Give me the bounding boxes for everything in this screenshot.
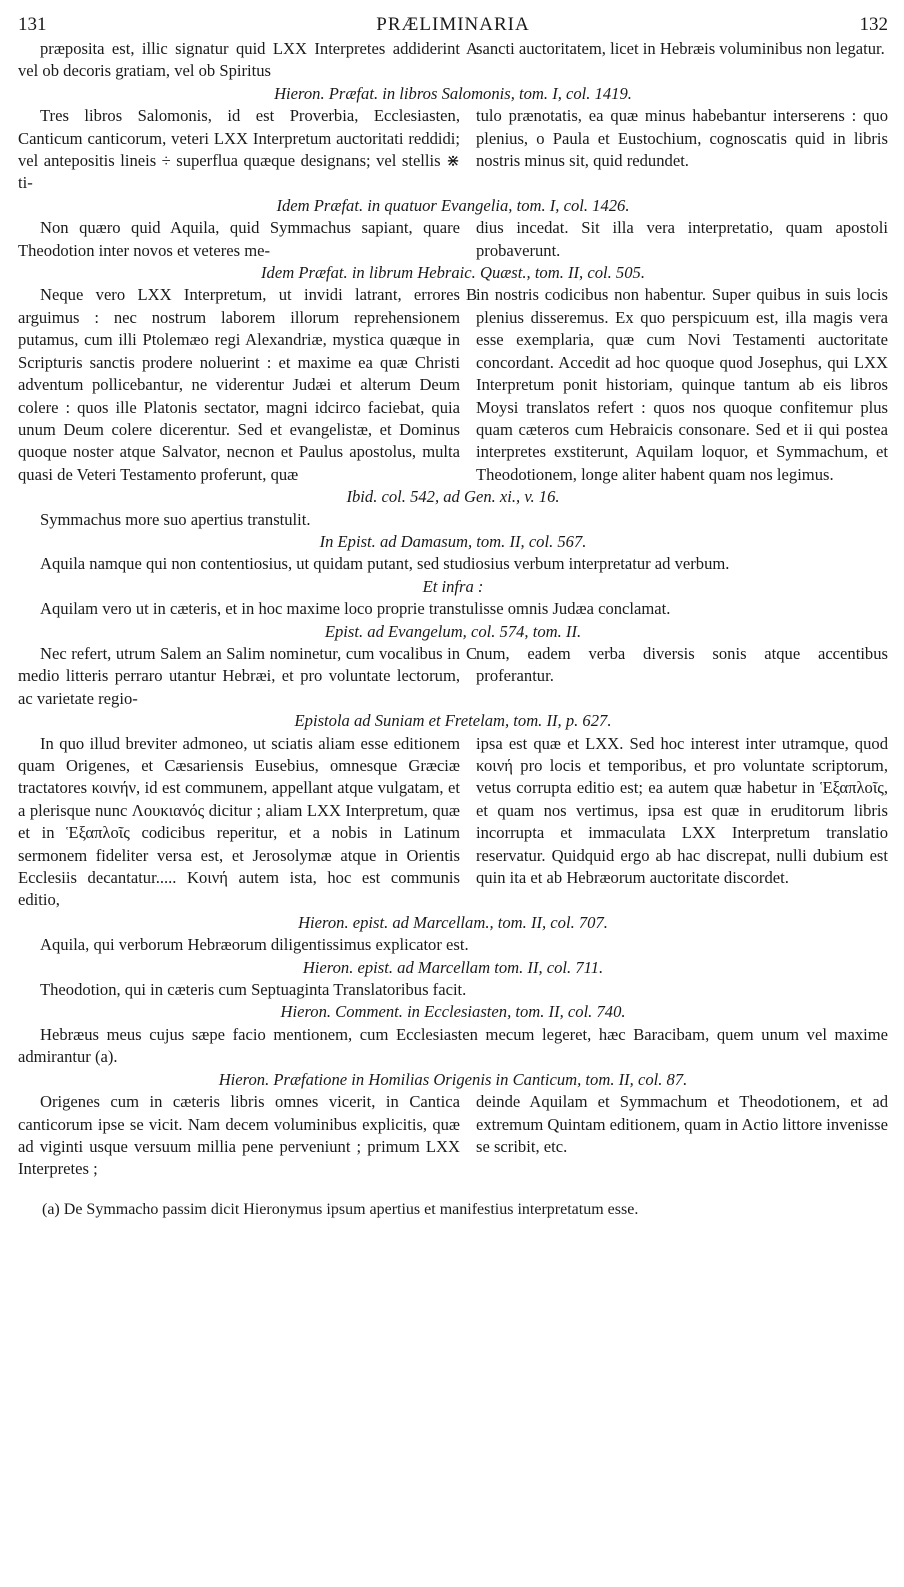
left-column-text: Non quæro quid Aquila, quid Symmachus sapiant, quare Theodotion inter novos et veteres me-: [18, 218, 460, 260]
page-body: [18, 38, 888, 1181]
source-citation: Hieron. epist. ad Marcellam., tom. II, col. 707.: [298, 912, 608, 932]
page-header: [18, 10, 888, 38]
right-column-text: dius incedat. Sit illa vera interpretatio, quam apostoli probaverunt.: [476, 218, 888, 260]
two-column-passage: [18, 217, 888, 262]
two-column-passage: [18, 38, 888, 83]
right-column-text: sancti auctoritatem, licet in Hebræis voluminibus non legatur.: [476, 39, 885, 58]
right-column-text: num, eadem verba diversis sonis atque accentibus proferantur.: [476, 643, 888, 686]
quotation-paragraph: Theodotion, qui in cæteris cum Septuaginta Translatoribus facit.: [40, 980, 467, 1000]
quotation-paragraph: Aquila, qui verborum Hebræorum diligentissimus explicator est.: [40, 935, 469, 955]
two-column-passage: [18, 284, 888, 486]
source-citation: Idem Præfat. in quatuor Evangelia, tom. I, col. 1426.: [276, 195, 630, 215]
page: [18, 10, 888, 1221]
source-citation: Et infra :: [422, 576, 484, 596]
two-column-passage: [18, 1091, 888, 1181]
quotation-paragraph: Hebræus meus cujus sæpe facio mentionem, cum Ecclesiasten mecum legeret, hæc Baracibam, quem unum vel maxime admirantur (a).: [18, 1024, 888, 1067]
right-column-text: deinde Aquilam et Symmachum et Theodotionem, et ad extremum Quintam editionem, quam in Actio littore invenisse se scribit, etc.: [476, 1092, 888, 1156]
quotation-paragraph: Aquila namque qui non contentiosius, ut quidam putant, sed studiosius verbum interpretatur ad verbum.: [40, 554, 730, 574]
quotation-paragraph: Symmachus more suo apertius transtulit.: [40, 509, 311, 529]
left-column-text: Nec refert, utrum Salem an Salim nominetur, cum vocalibus in medio litteris perraro utantur Hebræi, et pro voluntate lectorum, ac varietate regio-: [18, 643, 460, 708]
left-page-number: 131: [18, 14, 47, 35]
right-page-number: 132: [859, 14, 888, 35]
quotation-paragraph: Aquilam vero ut in cæteris, et in hoc maxime loco proprie transtulisse omnis Judæa conclamat.: [40, 599, 671, 619]
section-marker: B: [466, 285, 478, 305]
left-column-text: præposita est, illic signatur quid LXX Interpretes addiderint vel ob decoris gratiam, vel ob Spiritus: [18, 39, 460, 81]
two-column-passage: [18, 105, 888, 195]
right-column-text: tulo prænotatis, ea quæ minus habebantur interserens : quo plenius, o Paula et Eustochium, cognoscatis quid in libris nostris minus sit, quid redundet.: [476, 106, 888, 171]
source-citation: Idem Præfat. in librum Hebraic. Quæst., tom. II, col. 505.: [261, 263, 645, 283]
left-column-text: Origenes cum in cæteris libris omnes vicerit, in Cantica canticorum ipse se vicit. Nam decem voluminibus explicitis, quæ ad viginti usque versuum millia pene perveniunt ; primum LXX Interpretes ;: [18, 1092, 460, 1179]
source-citation: Epist. ad Evangelum, col. 574, tom. II.: [324, 621, 582, 641]
right-column-text: ipsa est quæ et LXX. Sed hoc interest inter utramque, quod κοινή pro locis et temporibus, et pro voluntate scriptorum, vetus corrupta editio est; ea autem quæ habetur in Ἑξαπλοῖς, et quam nos vertimus, ipsa est quæ in eruditorum libris incorrupta et immaculata LXX Interpretum translatio reservatur. Quidquid ergo ab hac discrepat, nulli dubium est quin ita et ab Hebræorum auctoritate discordet.: [476, 733, 888, 888]
two-column-passage: [18, 733, 888, 912]
source-citation: Hieron. Præfatione in Homilias Origenis in Canticum, tom. II, col. 87.: [218, 1069, 688, 1089]
right-column-text: in nostris codicibus non habentur. Super quibus in suis locis plenius disseremus. Ex quo perspicuum est, illa magis vera esse exemplaria, quæ cum Novi Testamenti auctoritate concordant. Accedit ad hoc quoque quod Josephus, qui LXX Interpretum ponit historiam, quinque tantum ab eis libros Moysi translatos refert : quos nos quoque confitemur plus quam cæteros cum Hebraicis consonare. Sed et ii qui postea interpretes exstiterunt, Aquilam loquor, et Symmachum, et Theodotionem, longe aliter habent quam nos legimus.: [476, 285, 888, 484]
source-citation: Hieron. Præfat. in libros Salomonis, tom. I, col. 1419.: [274, 83, 632, 103]
left-column-text: Neque vero LXX Interpretum, ut invidi latrant, errores arguimus : nec nostrum laborem illorum reprehensionem putamus, cum illi Ptolemæo regi Alexandriæ, mystica quæque in Scripturis sanctis prodere noluerint : et maxime ea quæ Christi adventum pollicebantur, ne viderentur Judæi et alterum Deum colere : quos ille Platonis sectator, magni idcirco faciebat, quia unum Deum colere dicerentur. Sed et evangelistæ, et Dominus quoque noster atque Salvator, necnon et Paulus apostolus, multa quasi de Veteri Testamento proferunt, quæ: [18, 285, 460, 484]
two-column-passage: [18, 643, 888, 710]
section-marker: A: [466, 39, 478, 58]
footnote: (a) De Symmacho passim dicit Hieronymus ipsum apertius et manifestius interpretatum esse.: [42, 1200, 639, 1218]
left-column-text: In quo illud breviter admoneo, ut sciatis aliam esse editionem quam Origenes, et Cæsariensis Eusebius, omnesque Græciæ tractatores κοινήν, id est communem, appellant atque vulgatam, et a plerisque nunc Λουκιανός dicitur ; aliam LXX Interpretum, quæ et in Ἑξαπλοῖς codicibus reperitur, et a nobis in Latinum sermonem fideliter versa est, et Jerosolymæ atque in Orientis Ecclesiis decantatur..... Κοινή autem ista, hoc est communis editio,: [18, 733, 460, 910]
source-citation: In Epist. ad Damasum, tom. II, col. 567.: [319, 531, 587, 551]
left-column-text: Tres libros Salomonis, id est Proverbia, Ecclesiasten, Canticum canticorum, veteri LXX Interpretum auctoritati reddidi; vel antepositis lineis ÷ superflua quæque designans; vel stellis ⋇ ti-: [18, 106, 460, 193]
source-citation: Epistola ad Suniam et Fretelam, tom. II, p. 627.: [294, 711, 612, 731]
source-citation: Ibid. col. 542, ad Gen. xi., v. 16.: [346, 487, 560, 507]
source-citation: Hieron. Comment. in Ecclesiasten, tom. II, col. 740.: [280, 1002, 626, 1022]
section-marker: C: [466, 643, 478, 663]
running-title: PRÆLIMINARIA: [376, 14, 530, 35]
source-citation: Hieron. epist. ad Marcellam tom. II, col. 711.: [302, 957, 604, 977]
